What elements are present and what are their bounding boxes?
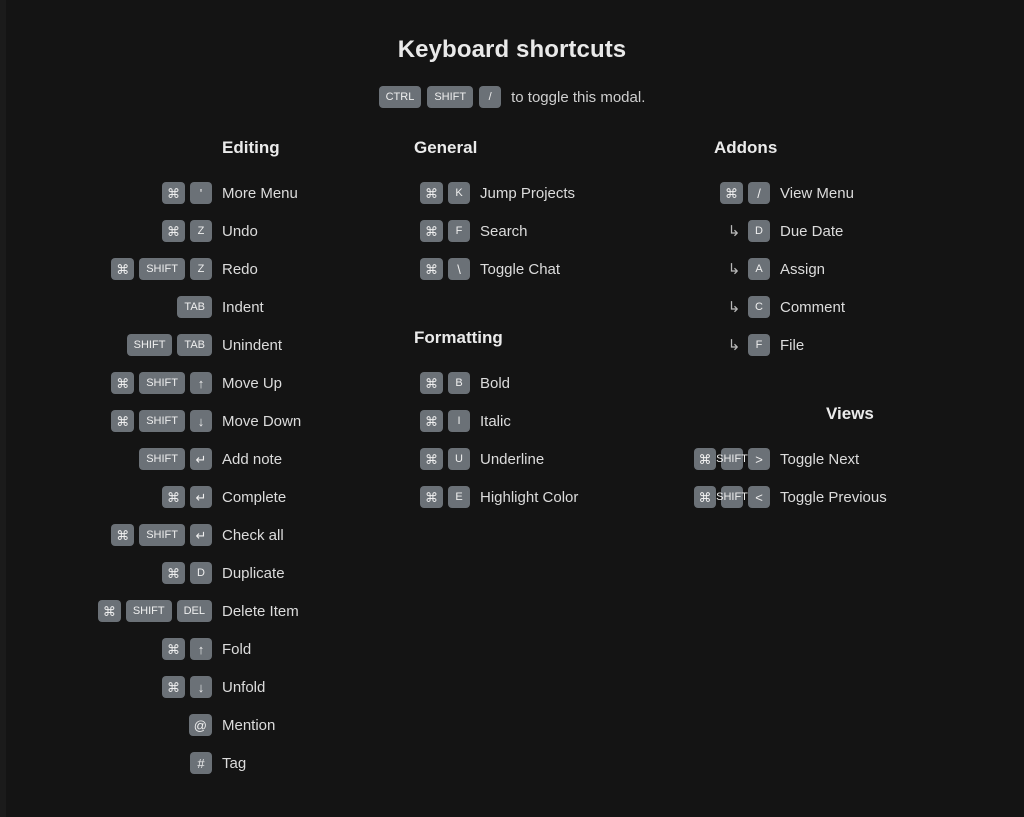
- section-views: [698, 404, 994, 516]
- key-enter: ↵: [190, 486, 212, 508]
- shortcut-label: Toggle Previous: [780, 488, 887, 506]
- key-command: ⌘: [420, 220, 443, 242]
- key-arrow-down: ↓: [190, 410, 212, 432]
- shortcut-label: Add note: [222, 450, 283, 468]
- key-tab: TAB: [177, 296, 212, 318]
- shortcut-row: [698, 478, 994, 516]
- key-u: U: [448, 448, 470, 470]
- shortcut-label: Tag: [222, 754, 247, 772]
- key-command: ⌘: [111, 258, 134, 280]
- shortcut-keys: [54, 258, 212, 280]
- shortcut-keys: [714, 258, 770, 280]
- section-general: [414, 138, 714, 288]
- shortcut-row: [54, 402, 414, 440]
- key-apostrophe: ': [190, 182, 212, 204]
- shortcut-keys: [54, 372, 212, 394]
- shortcut-row: [54, 478, 414, 516]
- shortcut-label: Indent: [222, 298, 264, 316]
- key-i: I: [448, 410, 470, 432]
- key-command: ⌘: [420, 486, 443, 508]
- section-heading-general: General: [414, 138, 478, 157]
- key-enter: ↵: [190, 448, 212, 470]
- shortcut-keys: [54, 334, 212, 356]
- shortcut-label: Italic: [480, 412, 511, 430]
- key-shift: SHIFT: [126, 600, 172, 622]
- shortcut-row: [54, 744, 414, 782]
- key-shift: SHIFT: [721, 486, 743, 508]
- key-ctrl: CTRL: [379, 86, 422, 108]
- shortcut-keys: [414, 410, 470, 432]
- key-then: ↳: [727, 298, 741, 316]
- key-command: ⌘: [162, 562, 185, 584]
- key-arrow-up: ↑: [190, 638, 212, 660]
- key-slash: /: [479, 86, 501, 108]
- shortcut-row: [54, 288, 414, 326]
- shortcut-row: [54, 516, 414, 554]
- key-a: A: [748, 258, 770, 280]
- column-middle: [414, 138, 714, 516]
- key-hash: #: [190, 752, 212, 774]
- key-arrow-down: ↓: [190, 676, 212, 698]
- shortcut-row: [54, 706, 414, 744]
- key-command: ⌘: [111, 372, 134, 394]
- shortcut-row: [54, 364, 414, 402]
- shortcut-label: Move Up: [222, 374, 283, 392]
- shortcut-label: Comment: [780, 298, 846, 316]
- shortcut-label: More Menu: [222, 184, 298, 202]
- key-command: ⌘: [420, 258, 443, 280]
- shortcut-label: Bold: [480, 374, 511, 392]
- key-b: B: [448, 372, 470, 394]
- key-k: K: [448, 182, 470, 204]
- shortcut-keys: [714, 334, 770, 356]
- key-command: ⌘: [720, 182, 743, 204]
- shortcut-label: Undo: [222, 222, 258, 240]
- shortcut-label: Toggle Next: [780, 450, 860, 468]
- key-command: ⌘: [111, 524, 134, 546]
- shortcut-label: Redo: [222, 260, 258, 278]
- shortcut-keys: [54, 524, 212, 546]
- shortcut-keys: [54, 638, 212, 660]
- section-heading-formatting: Formatting: [414, 328, 503, 347]
- shortcut-keys: [54, 448, 212, 470]
- shortcut-keys: [414, 372, 470, 394]
- shortcut-keys: [54, 486, 212, 508]
- shortcut-label: Unfold: [222, 678, 266, 696]
- shortcut-keys: [414, 258, 470, 280]
- key-shift: SHIFT: [139, 524, 185, 546]
- shortcut-row: [414, 174, 714, 212]
- shortcut-row: [714, 250, 994, 288]
- shortcut-label: Check all: [222, 526, 284, 544]
- shortcut-row: [54, 630, 414, 668]
- shortcut-row: [54, 212, 414, 250]
- key-shift: SHIFT: [139, 448, 185, 470]
- shortcut-list-editing: [54, 174, 414, 782]
- shortcut-label: Delete Item: [222, 602, 299, 620]
- key-backslash: \: [448, 258, 470, 280]
- shortcut-row: [714, 288, 994, 326]
- key-command: ⌘: [162, 220, 185, 242]
- shortcut-row: [414, 402, 714, 440]
- key-shift: SHIFT: [139, 258, 185, 280]
- shortcut-row: [414, 250, 714, 288]
- shortcut-keys: [54, 752, 212, 774]
- shortcut-keys: [714, 182, 770, 204]
- shortcut-keys: [54, 182, 212, 204]
- shortcut-row: [414, 440, 714, 478]
- shortcut-keys: [54, 410, 212, 432]
- shortcut-row: [54, 592, 414, 630]
- key-f: F: [748, 334, 770, 356]
- key-command: ⌘: [162, 486, 185, 508]
- key-less-than: <: [748, 486, 770, 508]
- shortcut-keys: [54, 600, 212, 622]
- shortcut-label: Mention: [222, 716, 276, 734]
- key-then: ↳: [727, 336, 741, 354]
- shortcut-row: [54, 668, 414, 706]
- section-heading-views: Views: [826, 404, 874, 423]
- shortcut-row: [414, 212, 714, 250]
- shortcut-label: Underline: [480, 450, 545, 468]
- shortcut-keys: [714, 296, 770, 318]
- key-command: ⌘: [420, 448, 443, 470]
- shortcut-keys: [714, 220, 770, 242]
- key-command: ⌘: [420, 182, 443, 204]
- key-then: ↳: [727, 260, 741, 278]
- key-shift: SHIFT: [139, 410, 185, 432]
- key-at: @: [189, 714, 212, 736]
- key-slash: /: [748, 182, 770, 204]
- shortcut-keys: [54, 714, 212, 736]
- section-formatting: [414, 328, 714, 516]
- key-d: D: [190, 562, 212, 584]
- shortcut-row: [54, 440, 414, 478]
- key-command: ⌘: [694, 448, 716, 470]
- shortcut-row: [414, 478, 714, 516]
- key-command: ⌘: [420, 372, 443, 394]
- shortcut-columns: [0, 138, 1024, 782]
- section-addons: [714, 138, 994, 364]
- shortcut-row: [698, 440, 994, 478]
- key-command: ⌘: [162, 676, 185, 698]
- shortcut-label: Complete: [222, 488, 287, 506]
- key-shift: SHIFT: [721, 448, 743, 470]
- shortcut-keys: [414, 220, 470, 242]
- key-delete: DEL: [177, 600, 212, 622]
- key-command: ⌘: [420, 410, 443, 432]
- toggle-modal-hint: [0, 86, 1024, 108]
- page-title: Keyboard shortcuts: [397, 36, 627, 63]
- shortcut-row: [714, 212, 994, 250]
- shortcut-list-addons: [714, 174, 994, 364]
- shortcut-row: [714, 174, 994, 212]
- shortcut-row: [54, 250, 414, 288]
- shortcut-row: [54, 326, 414, 364]
- key-e: E: [448, 486, 470, 508]
- key-shift: SHIFT: [139, 372, 185, 394]
- shortcut-keys: [698, 486, 770, 508]
- key-arrow-up: ↑: [190, 372, 212, 394]
- key-c: C: [748, 296, 770, 318]
- shortcut-label: View Menu: [780, 184, 854, 202]
- toggle-hint-text: to toggle this modal.: [511, 88, 646, 106]
- shortcut-keys: [54, 562, 212, 584]
- section-heading-editing: Editing: [222, 138, 280, 157]
- shortcut-label: Assign: [780, 260, 826, 278]
- shortcut-label: Duplicate: [222, 564, 285, 582]
- shortcut-keys: [414, 448, 470, 470]
- shortcut-row: [54, 554, 414, 592]
- key-z: Z: [190, 220, 212, 242]
- shortcut-label: Fold: [222, 640, 252, 658]
- key-d: D: [748, 220, 770, 242]
- shortcut-row: [414, 364, 714, 402]
- shortcut-list-general: [414, 174, 714, 288]
- key-command: ⌘: [694, 486, 716, 508]
- key-greater-than: >: [748, 448, 770, 470]
- key-tab: TAB: [177, 334, 212, 356]
- column-right: [698, 138, 994, 516]
- shortcut-keys: [54, 220, 212, 242]
- shortcut-keys: [54, 296, 212, 318]
- shortcut-keys: [414, 486, 470, 508]
- section-editing: [54, 138, 414, 782]
- shortcut-keys: [698, 448, 770, 470]
- shortcut-row: [54, 174, 414, 212]
- shortcut-label: Jump Projects: [480, 184, 576, 202]
- shortcut-label: File: [780, 336, 805, 354]
- shortcut-label: Toggle Chat: [480, 260, 561, 278]
- shortcut-label: Highlight Color: [480, 488, 579, 506]
- shortcut-list-formatting: [414, 364, 714, 516]
- key-shift: SHIFT: [427, 86, 473, 108]
- shortcut-list-views: [698, 440, 994, 516]
- shortcut-label: Move Down: [222, 412, 302, 430]
- shortcut-row: [714, 326, 994, 364]
- key-command: ⌘: [162, 638, 185, 660]
- key-command: ⌘: [98, 600, 121, 622]
- key-z: Z: [190, 258, 212, 280]
- shortcut-keys: [414, 182, 470, 204]
- key-enter: ↵: [190, 524, 212, 546]
- shortcut-keys: [54, 676, 212, 698]
- key-command: ⌘: [162, 182, 185, 204]
- column-editing: [54, 138, 414, 782]
- key-f: F: [448, 220, 470, 242]
- key-command: ⌘: [111, 410, 134, 432]
- key-then: ↳: [727, 222, 741, 240]
- section-heading-addons: Addons: [714, 138, 778, 157]
- shortcut-label: Due Date: [780, 222, 844, 240]
- key-shift: SHIFT: [127, 334, 173, 356]
- shortcut-label: Unindent: [222, 336, 283, 354]
- shortcut-label: Search: [480, 222, 528, 240]
